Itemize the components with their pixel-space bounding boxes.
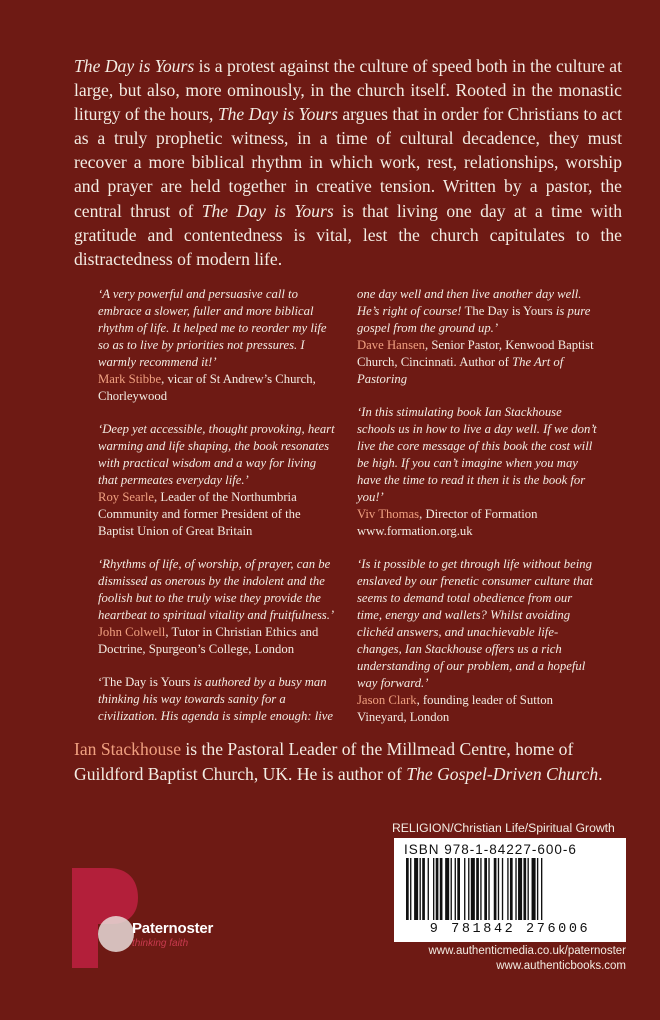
url-authenticmedia[interactable]: www.authenticmedia.co.uk/paternoster	[428, 945, 626, 957]
blurb-text-1: is a protest against the culture of speed both in the culture at large, but also, more ominously, in the church itself. Rooted in the monastic liturgy of the hours,	[74, 56, 623, 125]
barcode-bar	[484, 858, 487, 920]
endorsement-quote: ‘In this stimulating book Ian Stackhouse schools us in how to live a day well. If we don’t live the core message of this book the cost will be high. If you can’t imagine when you may have the time to read it then it is the book for you!’	[357, 405, 597, 504]
endorser-affiliation: , Director of Formation	[419, 507, 538, 521]
barcode-bar	[502, 858, 503, 920]
endorser-book: The Art of Pastoring	[357, 355, 564, 386]
endorser-affiliation: , Leader of the Northumbria Community and former President of the Baptist Union of Great Britain	[98, 490, 301, 538]
logo-circle	[98, 916, 134, 952]
barcode-bar	[488, 858, 489, 920]
barcode-bar	[428, 858, 429, 920]
barcode-bar	[464, 858, 465, 920]
barcode-bar	[433, 858, 434, 920]
barcode-bar	[410, 858, 411, 920]
endorser-name: John Colwell	[98, 625, 166, 639]
endorsement-quote-end: is pure gospel from the ground up.’	[357, 304, 591, 335]
barcode-bar	[468, 858, 469, 920]
barcode-bar	[476, 858, 479, 920]
endorser-name: Viv Thomas	[357, 507, 420, 521]
endorsement-quote-lead: ‘The Day is Yours	[98, 675, 191, 689]
endorser-url: www.formation.org.uk	[357, 524, 473, 538]
barcode-bar	[494, 858, 497, 920]
isbn-text: ISBN 978-1-84227-600-6	[404, 842, 577, 857]
book-blurb	[74, 54, 622, 271]
barcode-bar	[523, 858, 526, 920]
barcode-bar	[532, 858, 536, 920]
isbn-barcode	[394, 838, 626, 942]
endorser-affiliation: , founding leader of Sutton Vineyard, London	[357, 693, 553, 724]
endorsement-quote-title: The Day is Yours	[464, 304, 553, 318]
author-name: Ian Stackhouse	[74, 739, 181, 759]
author-end: .	[598, 763, 603, 784]
barcode-bar	[498, 858, 499, 920]
publisher-urls	[428, 944, 626, 974]
author-text: is the Pastoral Leader of the Millmead Centre, home of Guildford Baptist Church, UK. He is author of	[74, 739, 574, 784]
barcode-bar	[510, 858, 513, 920]
endorsement-colwell	[98, 556, 339, 658]
logo-p-shape	[72, 868, 138, 968]
barcode-bar	[480, 858, 481, 920]
blurb-title-3: The Day is Yours	[201, 200, 334, 221]
author-book: The Gospel-Driven Church	[406, 763, 599, 784]
barcode-bar	[451, 858, 452, 920]
author-bio	[74, 737, 624, 786]
endorser-name: Dave Hansen	[357, 338, 425, 352]
barcode-bar	[414, 858, 418, 920]
barcode-bar	[422, 858, 425, 920]
barcode-bar	[515, 858, 516, 920]
blurb-title-1: The Day is Yours	[74, 56, 195, 76]
publisher-tagline: thinking faith	[132, 938, 189, 949]
endorsement-quote: ‘Is it possible to get through life without being enslaved by our frenetic consumer culture that seems to demand total obedience from our time, energy and wallets? Whilst avoiding clichéd answers, and unachievable life-changes, Ian Stackhouse offers us a rich understanding of our problem, and a hopeful way forward.’	[357, 557, 593, 690]
blurb-title-2: The Day is Yours	[217, 104, 338, 125]
endorsement-searle	[98, 421, 339, 540]
endorsement-stibbe	[98, 286, 339, 405]
barcode-bar	[406, 858, 409, 920]
endorsement-quote: ‘A very powerful and persuasive call to embrace a slower, fuller and more biblical rhythm of life. It helped me to reorder my life so as to live by priorities not pressures. I warmly recommend it!’	[98, 287, 327, 369]
paternoster-logo	[68, 868, 268, 968]
barcode-bar	[537, 858, 538, 920]
barcode-bar	[457, 858, 460, 920]
barcode-bar	[528, 858, 529, 920]
endorser-name: Roy Searle	[98, 490, 155, 504]
endorsements	[98, 286, 598, 726]
blurb-text-3: is that living one day at a time with gratitude and contentedness is vital, lest the church capitulates to the distractedness of modern life.	[74, 200, 622, 269]
endorsement-quote: ‘Rhythms of life, of worship, of prayer, can be dismissed as onerous by the indolent and the foolish but to the truly wise they provide the heartbeat to spiritual vitality and fruitfulness.’	[98, 557, 335, 622]
publisher-name: Paternoster	[132, 920, 214, 937]
endorsement-thomas	[357, 404, 598, 540]
barcode-bar	[445, 858, 449, 920]
endorsement-quote: is authored by a busy man thinking his way towards sanity for a civilization. His agenda is simple enough: live one day well and then live another day well. He’s right of course!	[98, 287, 582, 723]
url-authenticbooks[interactable]: www.authenticbooks.com	[496, 960, 626, 972]
barcode-bar	[541, 858, 542, 920]
subject-category: RELIGION/Christian Life/Spiritual Growth	[392, 821, 615, 835]
endorser-affiliation: , vicar of St Andrew’s Church, Chorleywood	[98, 372, 316, 403]
endorser-name: Mark Stibbe	[98, 372, 162, 386]
endorsement-clark	[357, 556, 598, 726]
endorsement-quote: ‘Deep yet accessible, thought provoking, heart warming and life shaping, the book resonates with practical wisdom and a way for living that permeates everyday life.’	[98, 422, 335, 487]
endorser-affiliation: , Tutor in Christian Ethics and Doctrine, Spurgeon’s College, London	[98, 625, 319, 656]
blurb-text-2: argues that in order for Christians to act as a truly prophetic witness, in a time of cultural decadence, they must recover a more biblical rhythm in which work, rest, relationships, worship and prayer are held together in creative tension. Written by a pastor, the central thrust of	[74, 104, 622, 221]
barcode-number: 9 781842 276006	[429, 922, 591, 937]
barcode-bar	[436, 858, 439, 920]
endorser-name: Jason Clark	[357, 693, 417, 707]
barcode-bars	[404, 858, 616, 922]
barcode-bar	[507, 858, 508, 920]
barcode-bar	[440, 858, 443, 920]
barcode-bar	[471, 858, 475, 920]
endorser-affiliation: , Senior Pastor, Kenwood Baptist Church, Cincinnati. Author of	[357, 338, 594, 369]
barcode-bar	[420, 858, 421, 920]
barcode-bar	[455, 858, 456, 920]
barcode-bar	[518, 858, 522, 920]
